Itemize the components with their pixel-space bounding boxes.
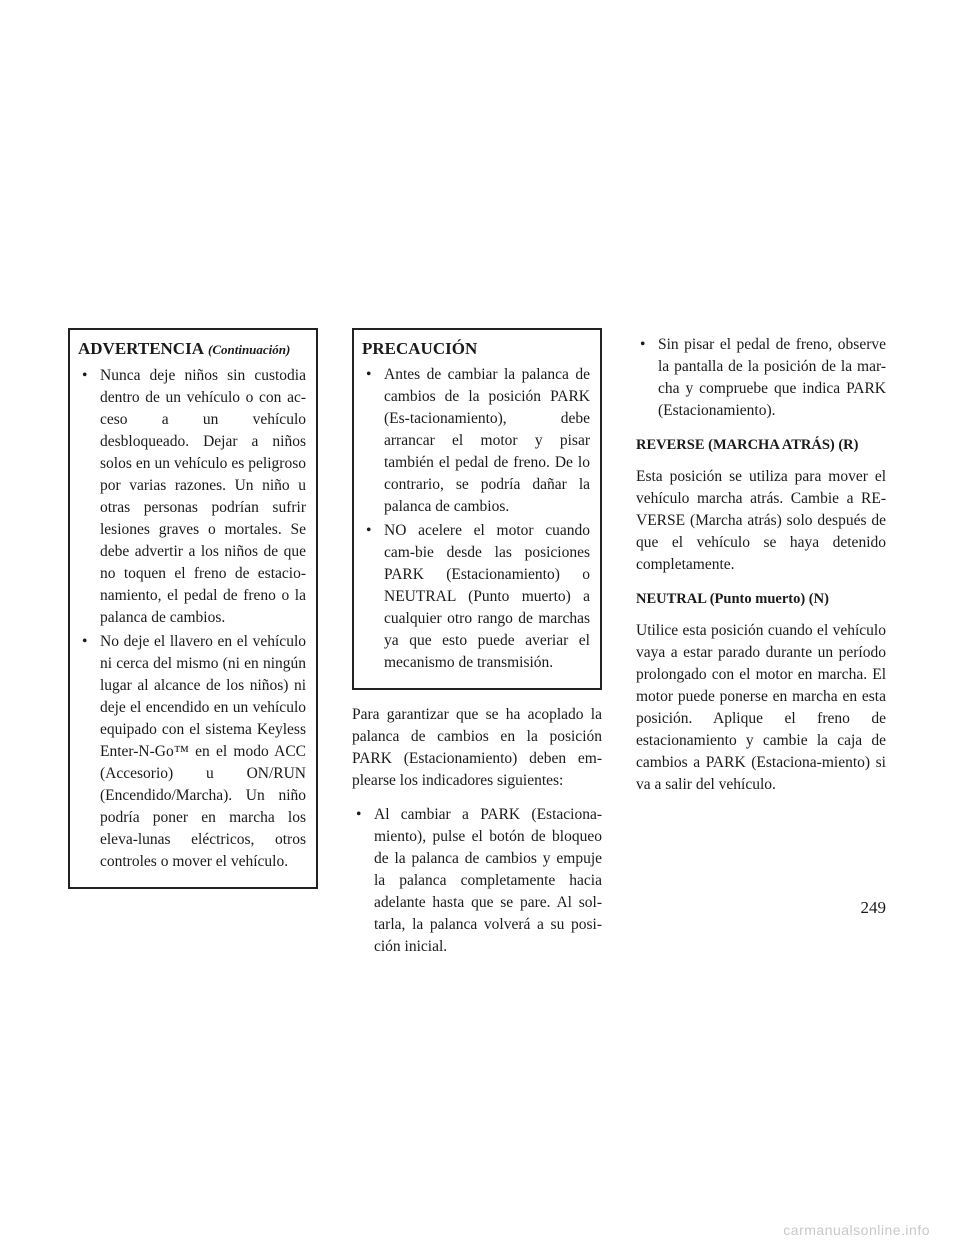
warning-box — [68, 328, 318, 889]
middle-column — [352, 328, 602, 960]
park-section — [352, 704, 602, 958]
warning-item: • Nunca deje niños sin custodia dentro de un vehículo o con ac-ceso a un vehículo desbloqueado. Dejar a niños solos en un vehículo es peligroso por varias razones. Un niño u otras personas podrían sufrir lesiones graves o mortales. Se debe advertir a los niños de que no toquen el freno de estacio-namiento, el pedal de freno o la palanca de cambios. — [78, 365, 306, 629]
warning-title — [78, 338, 306, 361]
watermark: carmanualsonline.info — [783, 1222, 930, 1238]
warning-list — [78, 365, 306, 873]
caution-list — [362, 364, 590, 674]
park-item: • Sin pisar el pedal de freno, observe la pantalla de la posición de la mar-cha y compruebe que indica PARK (Estacionamiento). — [636, 334, 886, 422]
reverse-heading: REVERSE (MARCHA ATRÁS) (R) — [636, 437, 859, 453]
caution-item: • NO acelere el motor cuando cam-bie desde las posiciones PARK (Estacionamiento) o NEUTRAL (Punto muerto) a cualquier otro rango de marchas ya que esto puede averiar el mecanismo de transmisión. — [362, 520, 590, 674]
warning-title-text: ADVERTENCIA — [78, 339, 204, 358]
page-number: 249 — [860, 898, 886, 917]
neutral-text: Utilice esta posición cuando el vehículo vaya a estar parado durante un período prolongado con el motor en marcha. El motor puede ponerse en marcha en esta posición. Aplique el freno de estacionamiento y cambie la caja de cambios a PARK (Estaciona-miento) si va a salir del vehículo. — [636, 622, 886, 793]
park-list — [352, 804, 602, 958]
caution-box — [352, 328, 602, 690]
neutral-heading: NEUTRAL (Punto muerto) (N) — [636, 591, 829, 607]
park-intro: Para garantizar que se ha acoplado la palanca de cambios en la posición PARK (Estacionamiento) deben em-plearse los indicadores siguientes: — [352, 706, 602, 789]
park-list-continued — [636, 334, 886, 422]
caution-item: • Antes de cambiar la palanca de cambios de la posición PARK (Es-tacionamiento), debe arrancar el motor y pisar también el pedal de freno. De lo contrario, se podría dañar la palanca de cambios. — [362, 364, 590, 518]
warning-item: • No deje el llavero en el vehículo ni cerca del mismo (ni en ningún lugar al alcance de los niños) ni deje el encendido en un vehículo equipado con el sistema Keyless Enter-N-Go™ en el modo ACC (Accesorio) u ON/RUN (Encendido/Marcha). Un niño podría poner en marcha los eleva-lunas eléctricos, otros controles o mover el vehículo. — [78, 631, 306, 873]
right-column — [636, 334, 886, 808]
park-item: • Al cambiar a PARK (Estaciona-miento), pulse el botón de bloqueo de la palanca de cambios y empuje la palanca completamente hacia adelante hasta que se pare. Al sol-tarla, la palanca volverá a su posi-ción inicial. — [352, 804, 602, 958]
reverse-text: Esta posición se utiliza para mover el vehículo marcha atrás. Cambie a RE-VERSE (Marcha atrás) solo después de que el vehículo se haya detenido completamente. — [636, 468, 886, 573]
left-column — [68, 328, 318, 889]
warning-continued: (Continuación) — [207, 342, 291, 357]
caution-title: PRECAUCIÓN — [362, 339, 478, 358]
